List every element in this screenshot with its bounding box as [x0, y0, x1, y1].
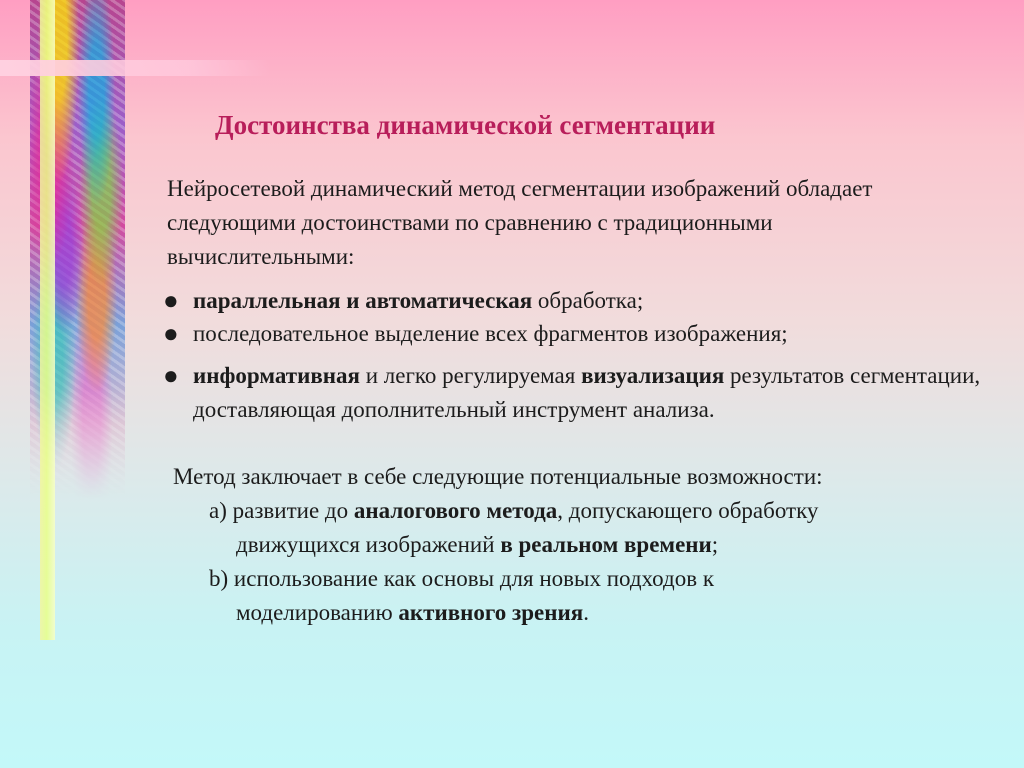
slide-title: Достоинства динамической сегментации [215, 110, 716, 140]
bullet-text [163, 317, 963, 351]
decorative-horizontal-bar [0, 60, 270, 76]
list-marker: a) [209, 498, 227, 523]
item-plain-text: , допускающего обработку [557, 498, 819, 523]
bullet-item [163, 359, 1018, 427]
item-bold-text: аналогового метода [353, 498, 558, 523]
bullet-item [163, 317, 963, 351]
bullet-item [163, 284, 943, 318]
bullet-dot-icon: ● [163, 319, 179, 348]
bullet-plain-text: последовательное выделение всех фрагментов изображения; [193, 321, 788, 346]
item-plain-text: . [583, 600, 589, 625]
item-plain-text: ; [711, 532, 719, 557]
intro-paragraph: Нейросетевой динамический метод сегментации изображений обладает следующими достоинствами по сравнению с традиционными вычислительными: [167, 176, 873, 269]
list-item-b [209, 562, 989, 630]
item-plain-text: движущихся изображений [236, 532, 501, 557]
list-marker: b) [209, 566, 229, 591]
bullet-text [163, 284, 943, 318]
method-paragraph: Метод заключает в себе следующие потенциальные возможности: [173, 464, 823, 489]
bullet-dot-icon: ● [163, 286, 179, 315]
decorative-vertical-bar [40, 0, 55, 640]
item-continuation [209, 528, 989, 562]
bullet-dot-icon: ● [163, 361, 179, 390]
bullet-bold-text: параллельная и автоматическая [193, 288, 533, 313]
bullet-plain-text: результатов сегментации, доставляющая дополнительный инструмент анализа. [193, 363, 981, 422]
item-bold-text: активного зрения [398, 600, 584, 625]
item-plain-text: моделированию [236, 600, 399, 625]
item-plain-text: использование как основы для новых подходов к [228, 566, 714, 591]
bullet-plain-text: и легко регулируемая [359, 363, 582, 388]
bullet-plain-text: обработка; [532, 288, 644, 313]
list-item-a [209, 494, 989, 562]
bullet-bold-text: информативная [193, 363, 360, 388]
bullet-text [163, 359, 1018, 427]
bullet-bold-text: визуализация [581, 363, 725, 388]
item-bold-text: в реальном времени [500, 532, 712, 557]
item-plain-text: развитие до [226, 498, 354, 523]
item-continuation [209, 596, 989, 630]
